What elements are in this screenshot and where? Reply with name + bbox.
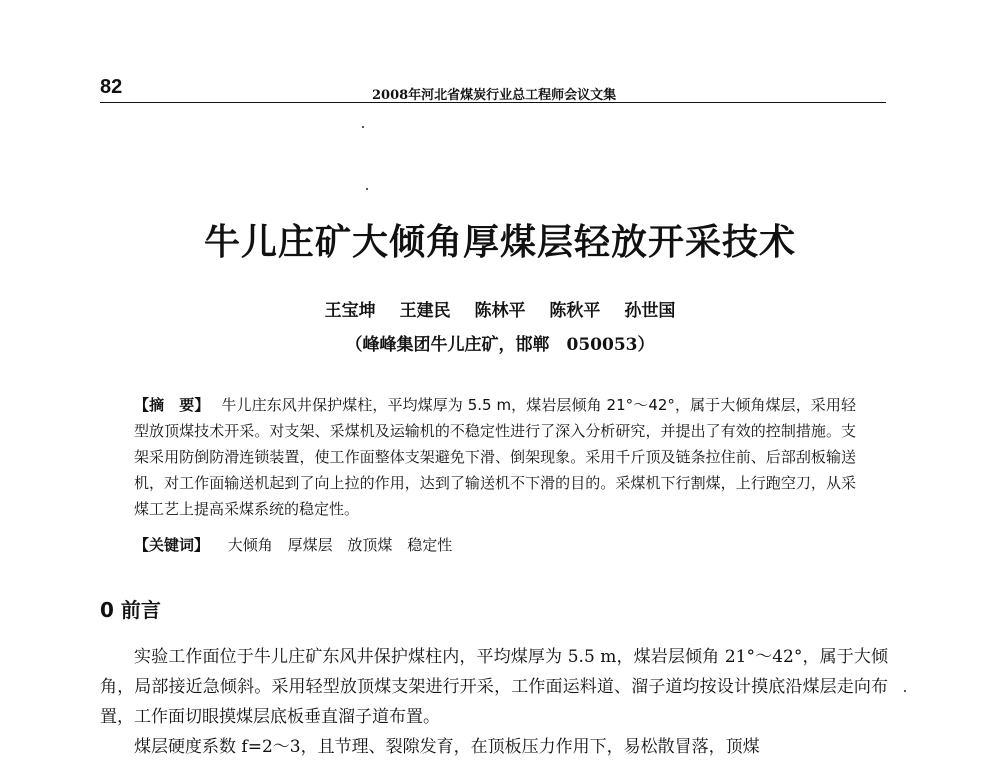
- body-paragraph: 煤层硬度系数 f=2～3，且节理、裂隙发育，在顶板压力作用下，易松散冒落，顶煤: [134, 737, 760, 757]
- author-name: 陈秋平: [549, 301, 601, 321]
- abstract-text: 牛儿庄东风井保护煤柱，平均煤厚为 5.5 m，煤岩层倾角 21°～42°，属于大倾角煤层，采用轻型放顶煤技术开采。对支架、采煤机及运输机的不稳定性进行了深入分析研究，并提出了有效的控制措施。支架采用防倒防滑连锁装置，使工作面整体支架避免下滑、倒架现象。采用千斤顶及链条拉住前、后部刮板输送机，对工作面输送机起到了向上拉的作用，达到了输送机不下滑的目的。采煤机下行割煤，上行跑空刀，从采煤工艺上提高采煤系统的稳定性。: [134, 396, 856, 518]
- keywords-label: 【关键词】: [134, 536, 210, 554]
- paper-title: 牛儿庄矿大倾角厚煤层轻放开采技术: [203, 221, 796, 263]
- running-header: 2008年河北省煤炭行业总工程师会议文集: [372, 88, 617, 103]
- page-number: 82: [100, 76, 123, 98]
- author-name: 孙世国: [624, 301, 676, 321]
- affiliation: （峰峰集团牛儿庄矿，邯郸 050053）: [345, 335, 655, 355]
- scan-speck: [366, 188, 368, 190]
- keyword: 稳定性: [407, 536, 453, 554]
- author-list: [0, 296, 1000, 321]
- abstract: [134, 392, 856, 522]
- keyword: 放顶煤: [347, 536, 393, 554]
- section-heading: 0 前言: [100, 598, 161, 622]
- body-text: [100, 642, 888, 762]
- scan-speck: [362, 126, 364, 128]
- header-rule: [100, 102, 886, 103]
- author-name: 王建民: [399, 301, 451, 321]
- author-name: 王宝坤: [324, 301, 376, 321]
- abstract-label: 【摘 要】: [134, 396, 210, 414]
- body-paragraph: 实验工作面位于牛儿庄矿东风井保护煤柱内，平均煤厚为 5.5 m，煤岩层倾角 21°～42°，属于大倾角，局部接近急倾斜。采用轻型放顶煤支架进行开采，工作面运料道、溜子道均按设计摸底沿煤层走向布置，工作面切眼摸煤层底板垂直溜子道布置。: [100, 647, 888, 727]
- scan-speck: [904, 690, 906, 692]
- keyword: 厚煤层: [287, 536, 333, 554]
- keyword: 大倾角: [227, 536, 273, 554]
- author-name: 陈林平: [474, 301, 526, 321]
- keywords: [134, 532, 856, 558]
